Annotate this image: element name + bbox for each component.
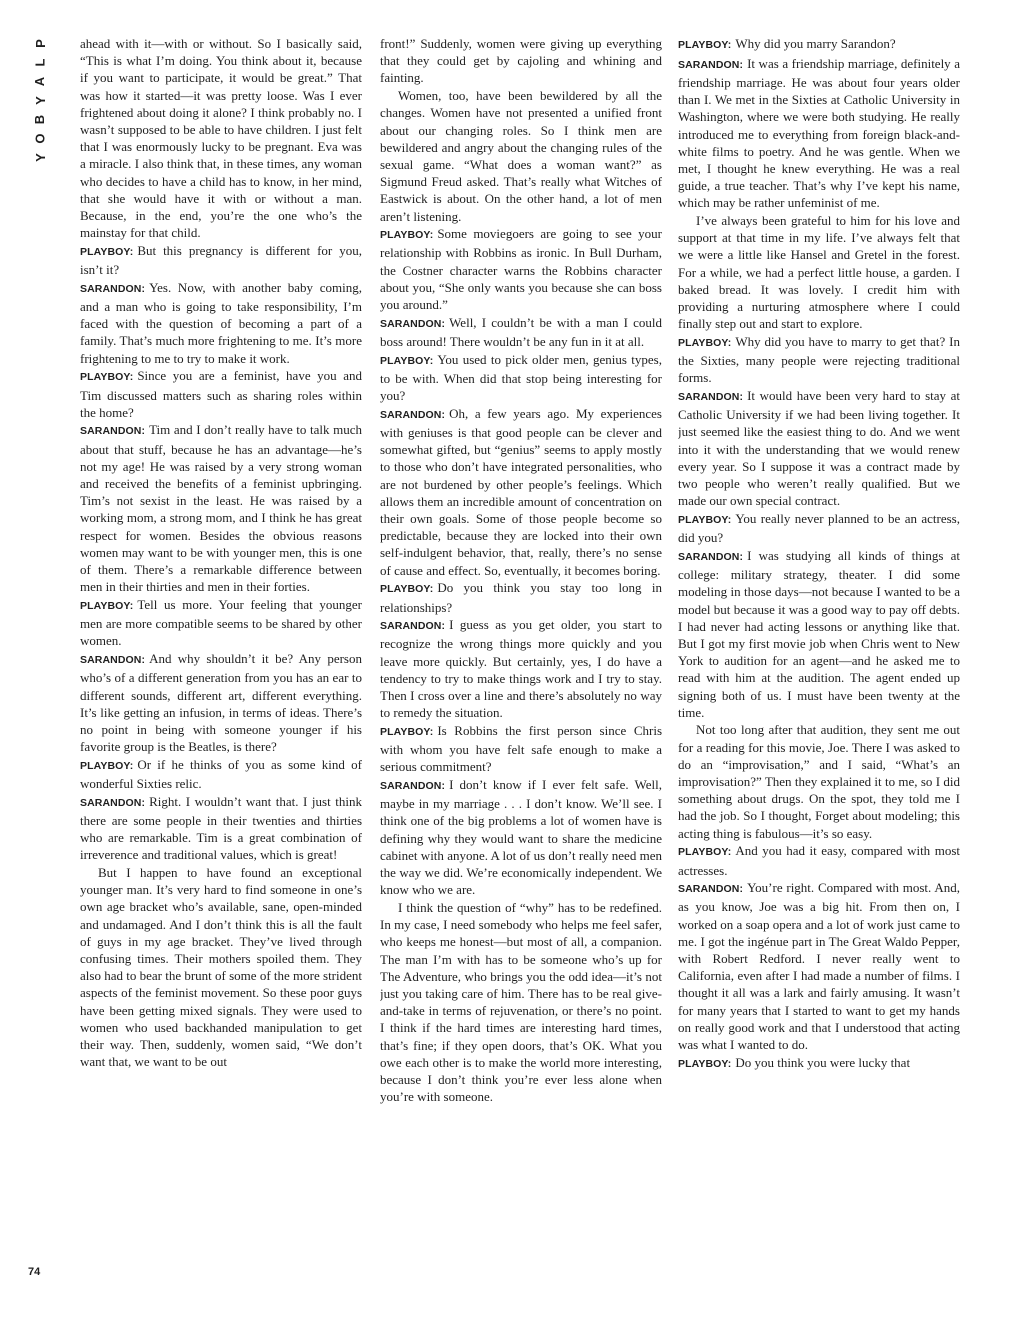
magazine-logo-vertical: [26, 34, 54, 167]
interview-exchange: [380, 351, 662, 405]
interview-exchange: [380, 225, 662, 313]
logo-letter: O: [32, 133, 48, 144]
interview-exchange: [80, 650, 362, 755]
interview-exchange: [678, 35, 960, 54]
speaker-label: SARANDON:: [80, 425, 146, 438]
text-column-1: [80, 35, 362, 1297]
paragraph-text: Oh, a few years ago. My experiences with geniuses is that good people can be clever and somewhat gifted, but “genius” seems to apply mostly to those who don’t have integrated personalities, who are not burdened by other people’s feelings. Which allows them an incredible amount of concentration on their own goals. Some of those people become so predictable, because they are locked into their own self-indulgent behavior, that, really, there’s no sense of cause and effect. So, eventually, it becomes boring.: [380, 405, 662, 578]
logo-letter: Y: [32, 96, 48, 105]
interview-exchange: [80, 367, 362, 421]
interview-exchange: [380, 616, 662, 721]
interview-exchange: [380, 722, 662, 776]
paragraph-text: You’re right. Compared with most. And, as you know, Joe was a big hit. From then on, I worked on a soap opera and a lot of work just came to me. I got the ingénue part in The Great Waldo Pepper, with Robert Redford. I never really went to California, even after I had made a number of films. I thought it all was a lark and fairly amusing. It wasn’t for many years that I started to want to get my hands on really good work and that I understood that acting was what I wanted to do.: [678, 880, 960, 1053]
paragraph-text: But this pregnancy is different for you, isn’t it?: [80, 242, 362, 278]
paragraph-text: Why did you have to marry to get that? In the Sixties, many people were rejecting traditional forms.: [678, 333, 960, 386]
paragraph-text: Tell us more. Your feeling that younger men are more compatible seems to be shared by other women.: [80, 597, 362, 649]
speaker-label: PLAYBOY:: [380, 354, 434, 367]
paragraph-text: It was a friendship marriage, definitely a friendship marriage. He was about four years older than I. We met in the Sixties at Catholic University in Washington, where we were both studying. He really introduced me to everything from foreign black-and-white films to poetry. And he was gentle. When we met, I thought he knew everything. He was a real guide, a true teacher. That’s why I’ve kept his name, which may be rather unfeminist of me.: [678, 55, 960, 211]
speaker-label: SARANDON:: [80, 796, 146, 809]
interview-exchange: [80, 421, 362, 595]
paragraph-text: front!” Suddenly, women were giving up everything that they could get by cajoling and whining and fainting.: [380, 36, 662, 86]
speaker-label: SARANDON:: [80, 654, 146, 667]
interview-exchange: [80, 756, 362, 792]
interview-exchange: [678, 510, 960, 546]
paragraph-text: Women, too, have been bewildered by all the changes. Women have not presented a unified front about our changing roles. So I think men are bewildered and angry about the changing rules of the sexual game. “What does a woman want?” as Sigmund Freud asked. That’s really what Witches of Eastwick is about. On the other hand, a lot of men aren’t listening.: [380, 88, 662, 224]
paragraph-text: Tim and I don’t really have to talk much about that stuff, because he has an advantage—he’s not my age! He was raised by a very strong woman and received the benefits of a feminist upbringing. Tim’s not sexist in the least. He was raised by a working mom, a strong mom, and I think he has great respect for women. Besides the obvious reasons women may want to be with younger men, this is one of them. There’s a remarkable difference between men in their thirties and men in their forties.: [80, 422, 362, 595]
paragraph-text: Do you think you stay too long in relationships?: [380, 580, 662, 615]
paragraph-text: Right. I wouldn’t want that. I just think there are some people in their twenties and thirties who are remarkable. Tim is a great combination of irreverence and traditional values, which is great!: [80, 793, 362, 863]
interview-exchange: [678, 547, 960, 721]
speaker-label: PLAYBOY:: [380, 229, 434, 242]
speaker-label: PLAYBOY:: [80, 371, 134, 384]
text-column-3: [678, 35, 960, 1297]
speaker-label: PLAYBOY:: [678, 39, 732, 51]
speaker-label: PLAYBOY:: [380, 583, 434, 596]
speaker-label: PLAYBOY:: [678, 336, 732, 349]
speaker-label: PLAYBOY:: [380, 725, 434, 738]
speaker-label: SARANDON:: [678, 391, 744, 404]
speaker-label: SARANDON:: [678, 883, 744, 896]
paragraph-text: I’ve always been grateful to him for his love and support at that time in my life. I’ve always felt that we were a little like Hansel and Gretel in the forest. For a while, we had a perfect little house, a garden. I baked bread. It was lovely. I credit him with providing a nurturing atmosphere where I could finally step out and start to explore.: [678, 213, 960, 332]
speaker-label: SARANDON:: [678, 58, 744, 71]
interview-exchange: [380, 579, 662, 615]
paragraph-text: ahead with it—with or without. So I basically said, “This is what I’m doing. You think about it, because if you want to participate, it would be great.” That was how it started—it was pretty loose. Was I ever frightened about doing it alone? I think probably no. I wasn’t supposed to be able to have children. I just felt that I was enormously lucky to be pregnant. Eva was a miracle. I also think that, in these times, any woman who decides to have a child has to know, in her mind, that she would have it with or without a man. Because, in the end, you’re the one who’s the mainstay for that child.: [80, 36, 362, 241]
paragraph-text: You used to pick older men, genius types, to be with. When did that stop being interesting for you?: [380, 351, 662, 404]
body-paragraph: [380, 35, 662, 87]
interview-exchange: [80, 793, 362, 864]
paragraph-text: Or if he thinks of you as some kind of wonderful Sixties relic.: [80, 756, 362, 792]
interview-exchange: [678, 55, 960, 212]
interview-exchange: [380, 405, 662, 579]
logo-letter: A: [32, 76, 48, 87]
interview-exchange: [678, 842, 960, 878]
speaker-label: SARANDON:: [380, 317, 446, 330]
interview-exchange: [678, 333, 960, 387]
interview-exchange: [380, 314, 662, 350]
speaker-label: PLAYBOY:: [80, 600, 134, 612]
speaker-label: PLAYBOY:: [678, 846, 732, 859]
paragraph-text: Yes. Now, with another baby coming, and a man who is going to take responsibility, I’m faced with the question of becoming a part of a family. That’s much more frightening to me. It’s more frightening to me to try to make it work.: [80, 279, 362, 366]
logo-letter: B: [32, 114, 48, 125]
speaker-label: SARANDON:: [380, 780, 446, 793]
paragraph-text: I guess as you get older, you start to recognize the wrong things more quickly and you leave more quickly. But certainly, yes, I do have a tendency to try to make things work and I try to stay. Then I cross over a line and there’s absolutely no way to remedy the situation.: [380, 617, 662, 721]
speaker-label: PLAYBOY:: [80, 759, 134, 772]
logo-letter: L: [32, 58, 48, 67]
speaker-label: PLAYBOY:: [678, 1057, 732, 1070]
body-paragraph: [80, 35, 362, 241]
speaker-label: PLAYBOY:: [80, 245, 134, 258]
paragraph-text: Well, I couldn’t be with a man I could boss around! There wouldn’t be any fun in it at all.: [380, 314, 662, 349]
interview-exchange: [80, 596, 362, 650]
logo-letter: P: [32, 39, 48, 48]
speaker-label: SARANDON:: [380, 408, 446, 421]
speaker-label: SARANDON:: [380, 620, 446, 633]
body-paragraph: [380, 87, 662, 225]
paragraph-text: And why shouldn’t it be? Any person who’s of a different generation from you has an ear to different sounds, different art, different everything. It’s like getting an infusion, in terms of ideas. There’s no point in being with someone younger if his favorite group is the Beatles, is there?: [80, 651, 362, 755]
logo-letter: Y: [32, 153, 48, 162]
paragraph-text: Why did you marry Sarandon?: [735, 36, 896, 51]
paragraph-text: But I happen to have found an exceptional younger man. It’s very hard to find someone in one’s own age bracket who’s available, sane, open-minded and undamaged. And I don’t think this is all the fault of guys in my age bracket. They’ve lived through confusing times. Their mothers spoiled them. They also had to bear the brunt of some of the more strident aspects of the feminist movement. So these poor guys have been getting mixed signals. They were used to women who used backhanded manipulation to get their way. Then, suddenly, women said, “We don’t want that, we want to be out: [80, 865, 362, 1070]
body-paragraph: [80, 864, 362, 1070]
speaker-label: PLAYBOY:: [678, 513, 732, 526]
interview-exchange: [678, 1054, 960, 1073]
paragraph-text: Some moviegoers are going to see your relationship with Robbins as ironic. In Bull Durham, the Costner character warns the Robbins character about you, “She only wants you because she can boss you around.”: [380, 226, 662, 313]
paragraph-text: I don’t know if I ever felt safe. Well, maybe in my marriage . . . I don’t know. We’ll see. I think one of the big problems a lot of women have is defining why they would want to share the medicine cabinet with anyone. A lot of us don’t really need men the way we did. We’re economically independent. We know who we are.: [380, 777, 662, 898]
page-number: 74: [28, 1266, 41, 1278]
paragraph-text: You really never planned to be an actress, did you?: [678, 510, 960, 546]
interview-exchange: [80, 279, 362, 367]
interview-exchange: [80, 242, 362, 278]
paragraph-text: And you had it easy, compared with most actresses.: [678, 843, 960, 878]
interview-exchange: [678, 387, 960, 509]
interview-exchange: [380, 776, 662, 898]
paragraph-text: Do you think you were lucky that: [735, 1054, 911, 1070]
paragraph-text: Is Robbins the first person since Chris with whom you have felt safe enough to make a serious commitment?: [380, 722, 662, 775]
paragraph-text: It would have been very hard to stay at Catholic University if we had been living together. It just seemed like the easiest thing to do. And we went into it with the understanding that we would renew every year. So I suppose it was a contract made by two people who weren’t really qualified. But we made our own special contract.: [678, 388, 960, 509]
paragraph-text: Not too long after that audition, they sent me out for a reading for this movie, Joe. There I was asked to do an “improvisation,” and I said, “What’s an improvisation?” Then they explained it to me, so I did something about drugs. On the spot, they told me I had the job. So I thought, Forget about modeling; this acting thing is fabulous—it’s so easy.: [678, 722, 960, 841]
interview-exchange: [678, 879, 960, 1053]
paragraph-text: I was studying all kinds of things at college: military strategy, theater. I did some modeling in those days—not because I wanted to be a model but because it was a good way to pay off debts. I had never had acting lessons or anything like that. But I got my first movie job when Chris went to New York to audition for an agent—and he asked me to read with him at the audition. The agent ended up signing both of us. I must have been twenty at the time.: [678, 547, 960, 720]
paragraph-text: I think the question of “why” has to be redefined. In my case, I need somebody who helps me feel safer, who keeps me honest—but most of all, a companion. The man I’m with has to be someone who’s up for The Adventure, who brings you the odd idea—it’s not just you taking care of him. There has to be real give-and-take in terms of rejuvenation, or there’s no point. I think if the hard times are interesting hard times, that’s fine; if they open doors, that’s OK. What you owe each other is to make the world more interesting, because I don’t think you’re ever less alone when you’re with someone.: [380, 899, 662, 1105]
speaker-label: SARANDON:: [678, 550, 744, 563]
paragraph-text: Since you are a feminist, have you and Tim discussed matters such as sharing roles within the home?: [80, 368, 362, 420]
body-paragraph: [678, 721, 960, 841]
speaker-label: SARANDON:: [80, 282, 146, 295]
body-paragraph: [380, 899, 662, 1105]
body-paragraph: [678, 212, 960, 332]
text-column-2: [380, 35, 662, 1297]
